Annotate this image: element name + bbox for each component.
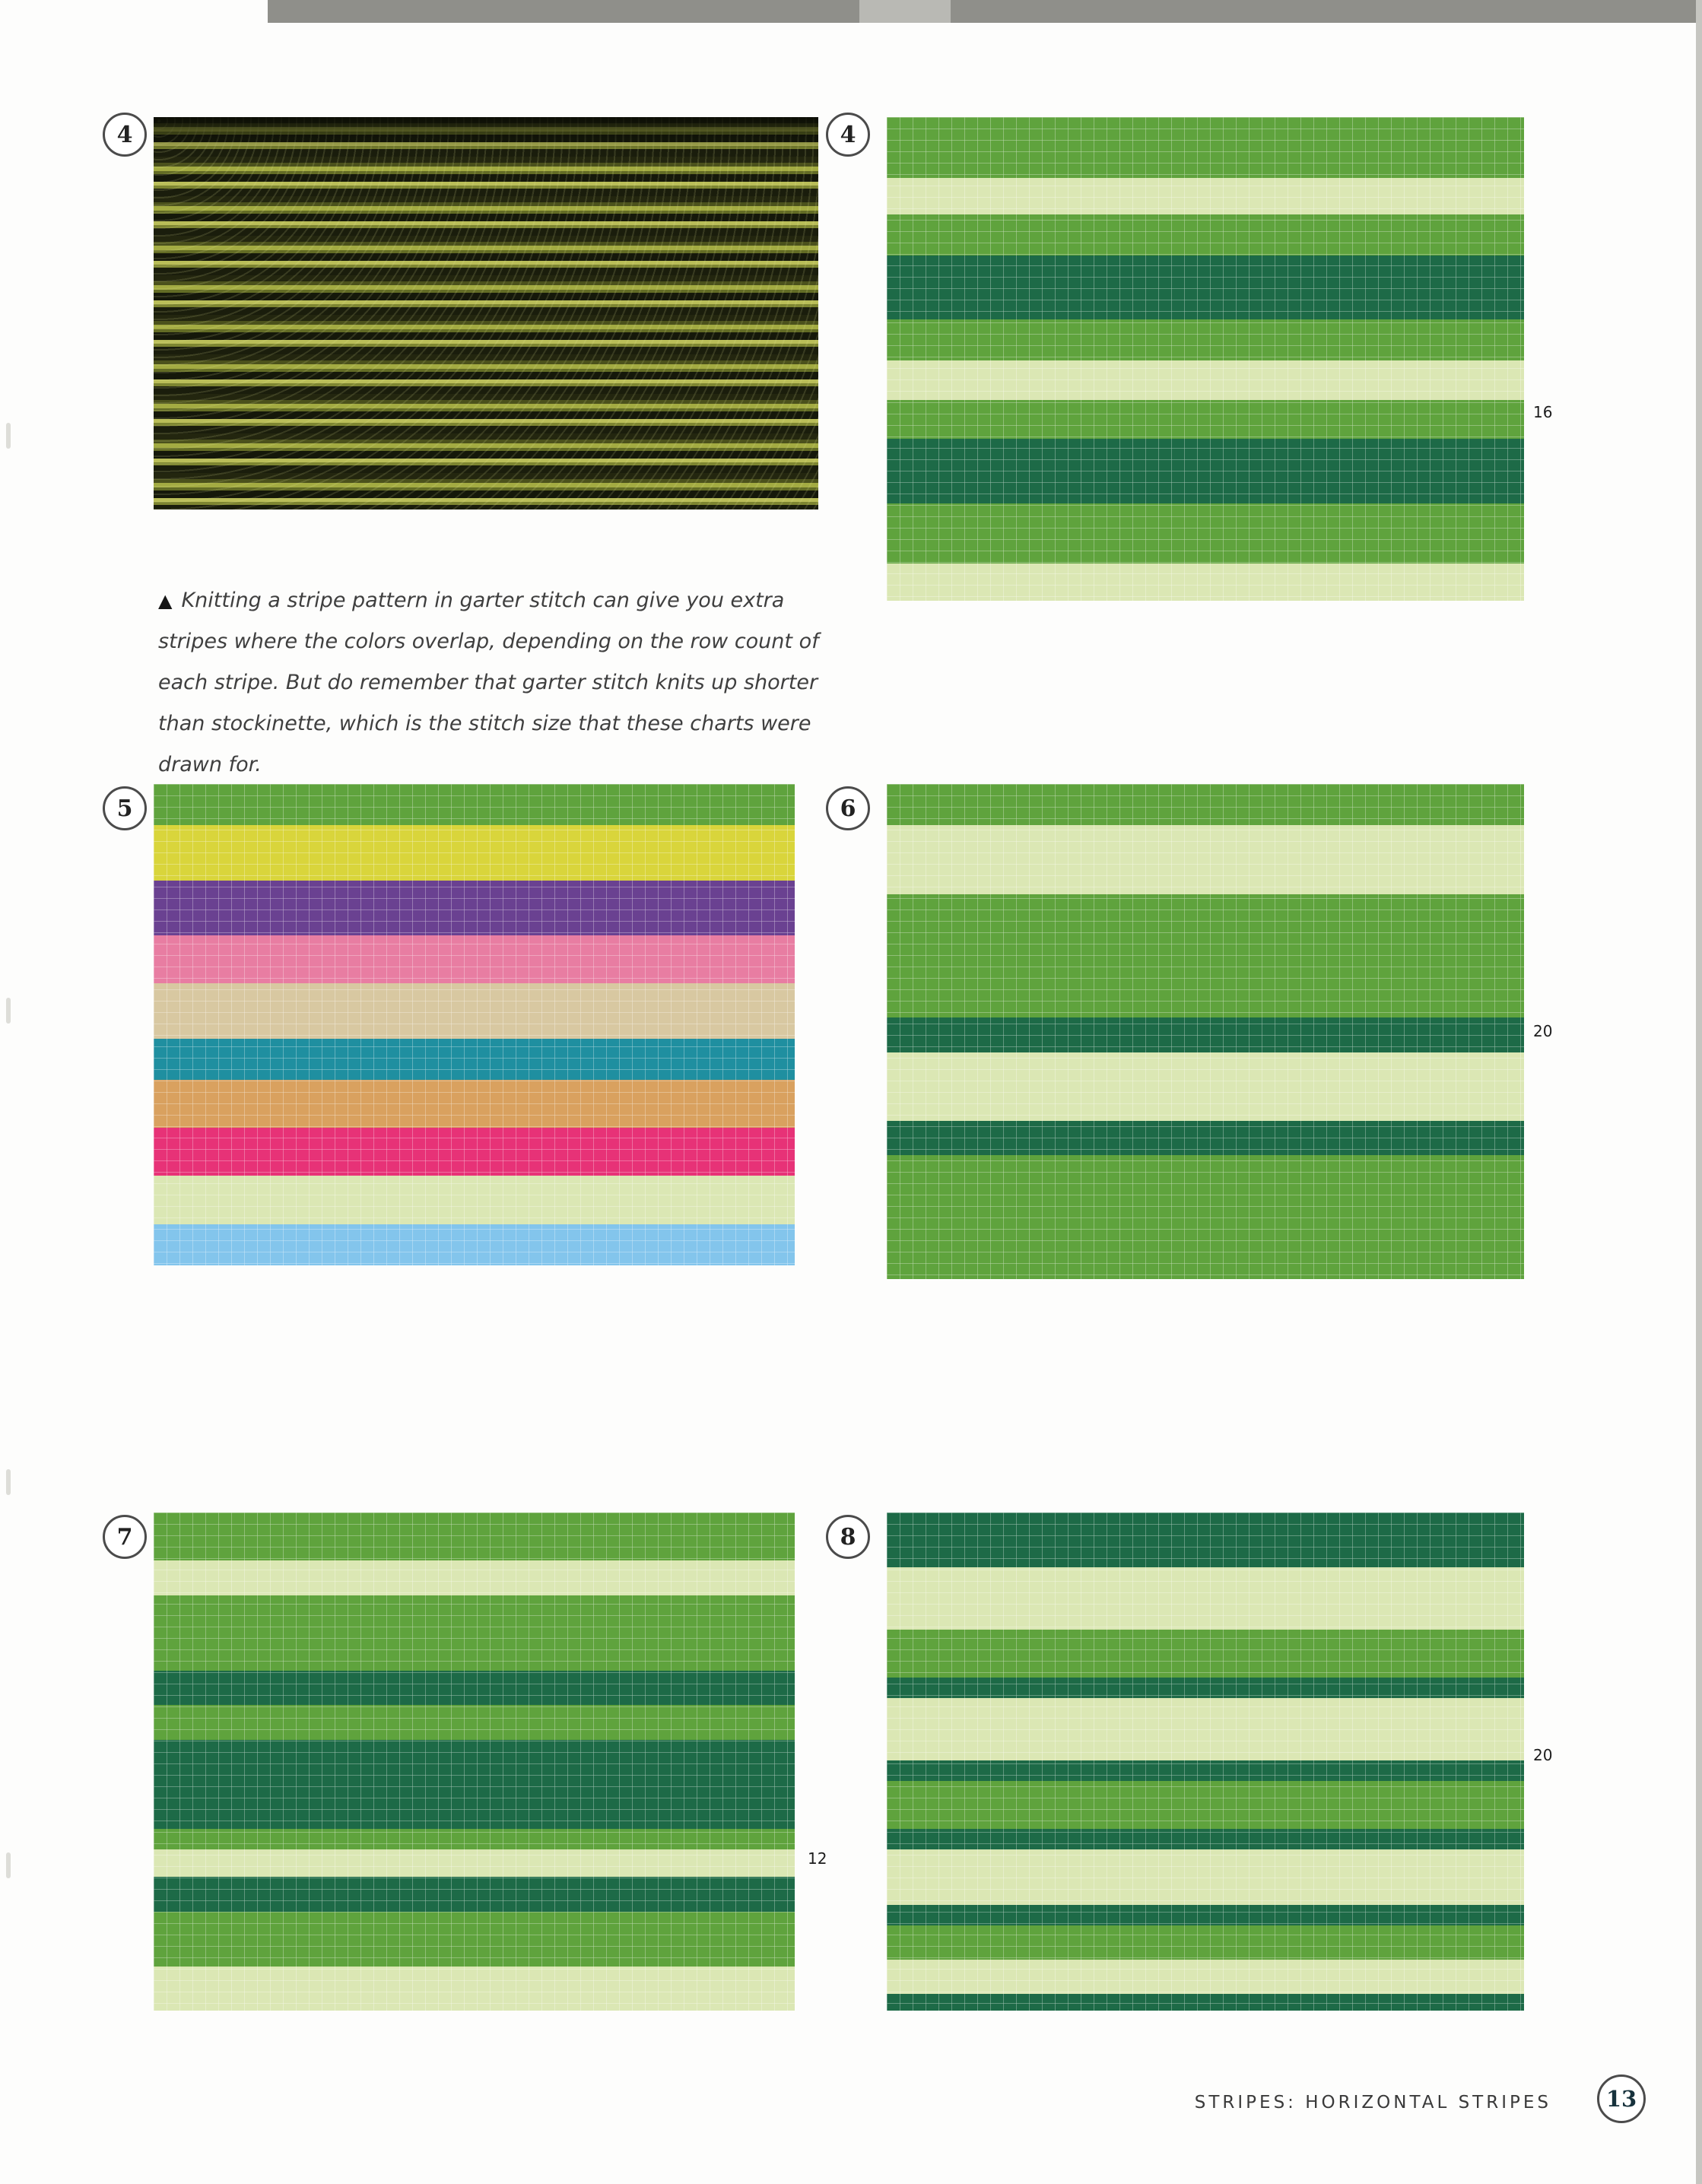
chart-stripe-dark bbox=[887, 1994, 1524, 2011]
chart-stripe-green bbox=[154, 784, 795, 825]
page-number-badge bbox=[1597, 2074, 1646, 2123]
chart-stripe-green bbox=[154, 1912, 795, 1967]
chart-stripe-dark bbox=[887, 1513, 1524, 1567]
chart-6-grid bbox=[887, 784, 1524, 1279]
scan-edge-right bbox=[1696, 0, 1702, 2184]
garter-stitch-swatch-photo bbox=[154, 117, 818, 509]
chart-stripe-pale bbox=[154, 1849, 795, 1877]
scan-artifact bbox=[6, 998, 11, 1024]
photo-caption bbox=[158, 580, 843, 786]
chart-stripe-green bbox=[887, 894, 1524, 1018]
chart-stripe-green bbox=[887, 1630, 1524, 1678]
chart-stripe-dark bbox=[154, 1671, 795, 1705]
chart-stripe-pale bbox=[887, 1849, 1524, 1904]
chart-stripe-green bbox=[887, 1925, 1524, 1960]
caption-triangle-icon: ▲ bbox=[158, 590, 173, 611]
chart-stripe-pale bbox=[887, 563, 1524, 601]
chart-4-number-badge bbox=[826, 113, 870, 157]
chart-stripe-green bbox=[887, 1781, 1524, 1829]
chart-8-number-badge bbox=[826, 1515, 870, 1559]
chart-stripe-dark bbox=[154, 1740, 795, 1830]
chart-stripe-green bbox=[154, 1513, 795, 1560]
chart-8-row-label: 20 bbox=[1533, 1746, 1553, 1764]
chart-stripe-dark bbox=[887, 1760, 1524, 1781]
chart-stripe-dark bbox=[887, 1017, 1524, 1052]
chart-stripe-pale bbox=[154, 1176, 795, 1224]
chart-5-grid bbox=[154, 784, 795, 1265]
chart-stripe-purple bbox=[154, 881, 795, 935]
chart-stripe-dark bbox=[887, 1905, 1524, 1925]
chart-stripe-dark bbox=[887, 1829, 1524, 1849]
chart-stripe-pale bbox=[887, 1698, 1524, 1760]
chart-8-grid bbox=[887, 1513, 1524, 2011]
chart-stripe-magenta bbox=[154, 1128, 795, 1176]
chart-stripe-green bbox=[154, 1705, 795, 1739]
chart-stripe-pale bbox=[887, 360, 1524, 400]
chart-stripe-green bbox=[887, 319, 1524, 360]
scan-edge-top-gap bbox=[859, 0, 951, 23]
photo-caption-text: Knitting a stripe pattern in garter stitch can give you extra stripes where the colors overlap, depending on the row count of each stripe. But do remember that garter stitch knits up shorter than stockinette, which is the stitch size that these charts were drawn for. bbox=[158, 589, 819, 776]
chart-8-number: 8 bbox=[840, 1523, 856, 1551]
running-footer: STRIPES: HORIZONTAL STRIPES bbox=[1194, 2093, 1551, 2113]
chart-7-grid bbox=[154, 1513, 795, 2011]
chart-stripe-green bbox=[887, 400, 1524, 439]
chart-stripe-pale bbox=[154, 1967, 795, 2011]
chart-stripe-dark bbox=[887, 1678, 1524, 1698]
chart-6-number-badge bbox=[826, 786, 870, 830]
chart-stripe-blue bbox=[154, 1224, 795, 1265]
scan-artifact bbox=[6, 1469, 11, 1495]
chart-stripe-green bbox=[887, 503, 1524, 564]
photo-number: 4 bbox=[116, 121, 133, 148]
chart-4-row-label: 16 bbox=[1533, 403, 1553, 421]
chart-stripe-dark bbox=[887, 439, 1524, 503]
chart-stripe-green bbox=[887, 1155, 1524, 1279]
chart-stripe-green bbox=[154, 1595, 795, 1671]
photo-number-badge bbox=[103, 113, 147, 157]
chart-stripe-green bbox=[887, 784, 1524, 825]
chart-stripe-pale bbox=[887, 1567, 1524, 1629]
chart-stripe-green bbox=[154, 1829, 795, 1849]
chart-7-row-label: 12 bbox=[808, 1849, 827, 1868]
chart-stripe-tan bbox=[154, 983, 795, 1038]
page-number: 13 bbox=[1605, 2086, 1637, 2112]
chart-5-number: 5 bbox=[116, 795, 133, 822]
chart-5-number-badge bbox=[103, 786, 147, 830]
chart-stripe-orange bbox=[154, 1080, 795, 1128]
chart-stripe-dark bbox=[154, 1877, 795, 1911]
chart-7-number: 7 bbox=[116, 1523, 133, 1551]
chart-stripe-pale bbox=[887, 1960, 1524, 1994]
chart-stripe-dark bbox=[887, 1121, 1524, 1155]
chart-stripe-pale bbox=[887, 1052, 1524, 1121]
scan-artifact bbox=[6, 1852, 11, 1878]
scan-artifact bbox=[6, 423, 11, 449]
chart-stripe-green bbox=[887, 214, 1524, 256]
chart-stripe-pale bbox=[154, 1560, 795, 1595]
scan-edge-top bbox=[268, 0, 1702, 23]
chart-6-number: 6 bbox=[840, 795, 856, 822]
chart-stripe-pink bbox=[154, 935, 795, 983]
chart-4-grid bbox=[887, 117, 1524, 601]
chart-stripe-yellow bbox=[154, 825, 795, 880]
chart-stripe-dark bbox=[887, 256, 1524, 319]
chart-stripe-pale bbox=[887, 825, 1524, 894]
chart-stripe-green bbox=[887, 117, 1524, 178]
chart-4-number: 4 bbox=[840, 121, 856, 148]
chart-stripe-pale bbox=[887, 178, 1524, 215]
chart-stripe-teal bbox=[154, 1039, 795, 1080]
chart-7-number-badge bbox=[103, 1515, 147, 1559]
chart-6-row-label: 20 bbox=[1533, 1022, 1553, 1040]
